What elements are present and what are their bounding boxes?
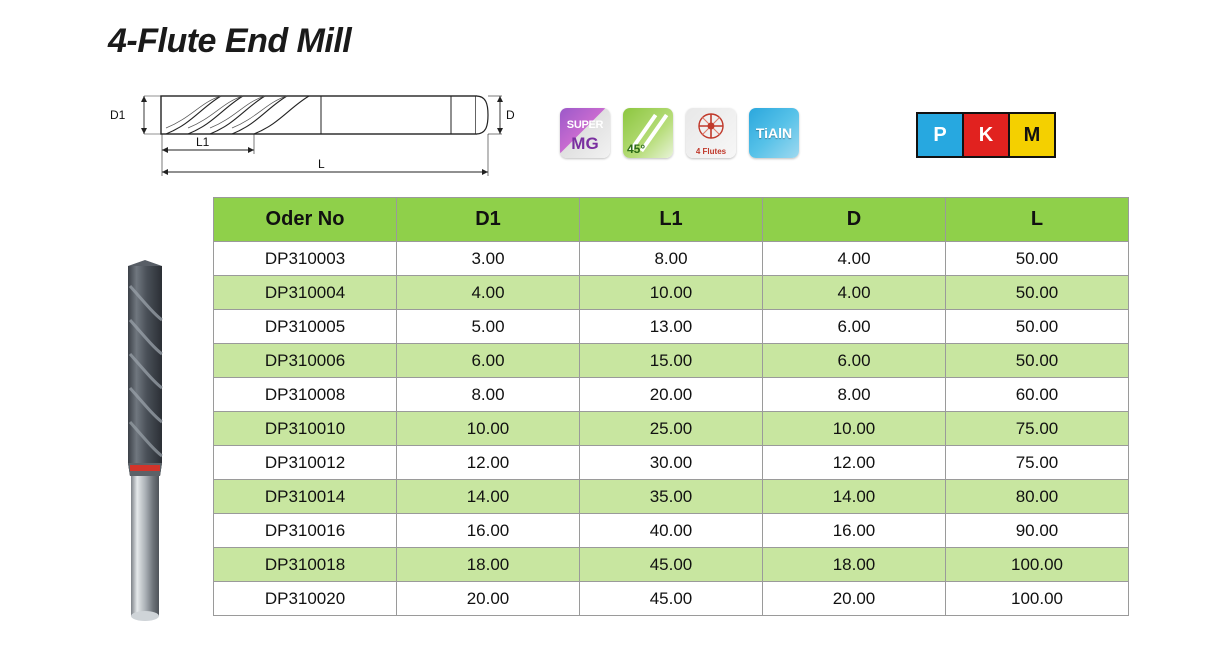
cell-l: 100.00	[946, 582, 1129, 616]
column-header-order-no: Oder No	[214, 198, 397, 242]
tialn-coating-badge	[749, 108, 799, 158]
4-flutes-badge-label: 4 Flutes	[695, 147, 727, 156]
cell-l: 75.00	[946, 412, 1129, 446]
cell-d1: 14.00	[397, 480, 580, 514]
cell-d: 20.00	[763, 582, 946, 616]
table-row	[214, 446, 1129, 480]
4-flutes-badge	[686, 108, 736, 158]
cell-order-no: DP310012	[214, 446, 397, 480]
technical-drawing	[96, 78, 536, 188]
cell-d: 6.00	[763, 344, 946, 378]
cell-l: 75.00	[946, 446, 1129, 480]
end-mill-photo-illustration	[110, 258, 200, 628]
cell-d1: 20.00	[397, 582, 580, 616]
cell-l1: 35.00	[580, 480, 763, 514]
dimension-label-l1: L1	[196, 135, 210, 149]
cell-d: 8.00	[763, 378, 946, 412]
cell-order-no: DP310005	[214, 310, 397, 344]
dimension-label-d: D	[506, 108, 515, 122]
cell-d1: 3.00	[397, 242, 580, 276]
material-group-k: K	[964, 114, 1010, 156]
column-header-d1: D1	[397, 198, 580, 242]
cell-l1: 45.00	[580, 582, 763, 616]
column-header-l1: L1	[580, 198, 763, 242]
cell-l1: 10.00	[580, 276, 763, 310]
super-mg-badge	[560, 108, 610, 158]
material-group-legend	[916, 112, 1056, 158]
cell-d1: 12.00	[397, 446, 580, 480]
cell-d1: 6.00	[397, 344, 580, 378]
cell-d1: 16.00	[397, 514, 580, 548]
cell-d: 4.00	[763, 242, 946, 276]
cell-d1: 4.00	[397, 276, 580, 310]
cell-order-no: DP310008	[214, 378, 397, 412]
cell-d1: 18.00	[397, 548, 580, 582]
cell-d: 18.00	[763, 548, 946, 582]
product-photo	[110, 258, 200, 628]
tialn-coating-badge-label: TiAlN	[755, 125, 793, 141]
cell-l1: 40.00	[580, 514, 763, 548]
table-row	[214, 276, 1129, 310]
cell-l1: 20.00	[580, 378, 763, 412]
45-degree-badge-label: 45°	[627, 142, 646, 156]
cell-d1: 5.00	[397, 310, 580, 344]
table-row	[214, 378, 1129, 412]
dimension-label-d1: D1	[110, 108, 126, 122]
cell-l1: 25.00	[580, 412, 763, 446]
cell-d1: 10.00	[397, 412, 580, 446]
table-header-row	[214, 198, 1129, 242]
feature-badges	[560, 108, 799, 158]
cell-l1: 45.00	[580, 548, 763, 582]
cell-l1: 13.00	[580, 310, 763, 344]
cell-d: 12.00	[763, 446, 946, 480]
cell-d1: 8.00	[397, 378, 580, 412]
super-mg-badge-top: SUPER	[566, 118, 604, 131]
cell-l: 50.00	[946, 344, 1129, 378]
cell-l: 50.00	[946, 276, 1129, 310]
table-row	[214, 412, 1129, 446]
cell-d: 14.00	[763, 480, 946, 514]
page-title: 4-Flute End Mill	[108, 22, 352, 60]
cell-order-no: DP310010	[214, 412, 397, 446]
table-row	[214, 514, 1129, 548]
cell-l: 60.00	[946, 378, 1129, 412]
column-header-l: L	[946, 198, 1129, 242]
cell-order-no: DP310004	[214, 276, 397, 310]
cell-l1: 8.00	[580, 242, 763, 276]
table-row	[214, 344, 1129, 378]
table-row	[214, 310, 1129, 344]
cell-l1: 30.00	[580, 446, 763, 480]
cell-l: 90.00	[946, 514, 1129, 548]
cell-l: 100.00	[946, 548, 1129, 582]
material-group-p: P	[918, 114, 964, 156]
cell-l1: 15.00	[580, 344, 763, 378]
cell-order-no: DP310003	[214, 242, 397, 276]
specification-table	[213, 197, 1129, 616]
cell-d: 6.00	[763, 310, 946, 344]
column-header-d: D	[763, 198, 946, 242]
material-group-m: M	[1010, 114, 1054, 156]
45-degree-badge	[623, 108, 673, 158]
table-row	[214, 480, 1129, 514]
cell-order-no: DP310006	[214, 344, 397, 378]
cell-l: 80.00	[946, 480, 1129, 514]
table-row	[214, 548, 1129, 582]
four-flute-cross-section-icon	[696, 111, 726, 141]
table-row	[214, 582, 1129, 616]
end-mill-line-drawing	[96, 78, 536, 188]
cell-l: 50.00	[946, 310, 1129, 344]
cell-d: 4.00	[763, 276, 946, 310]
cell-order-no: DP310018	[214, 548, 397, 582]
cell-order-no: DP310014	[214, 480, 397, 514]
dimension-label-l: L	[318, 157, 325, 171]
cell-l: 50.00	[946, 242, 1129, 276]
cell-d: 10.00	[763, 412, 946, 446]
cell-order-no: DP310016	[214, 514, 397, 548]
cell-order-no: DP310020	[214, 582, 397, 616]
table-row	[214, 242, 1129, 276]
cell-d: 16.00	[763, 514, 946, 548]
super-mg-badge-bottom: MG	[571, 133, 599, 153]
